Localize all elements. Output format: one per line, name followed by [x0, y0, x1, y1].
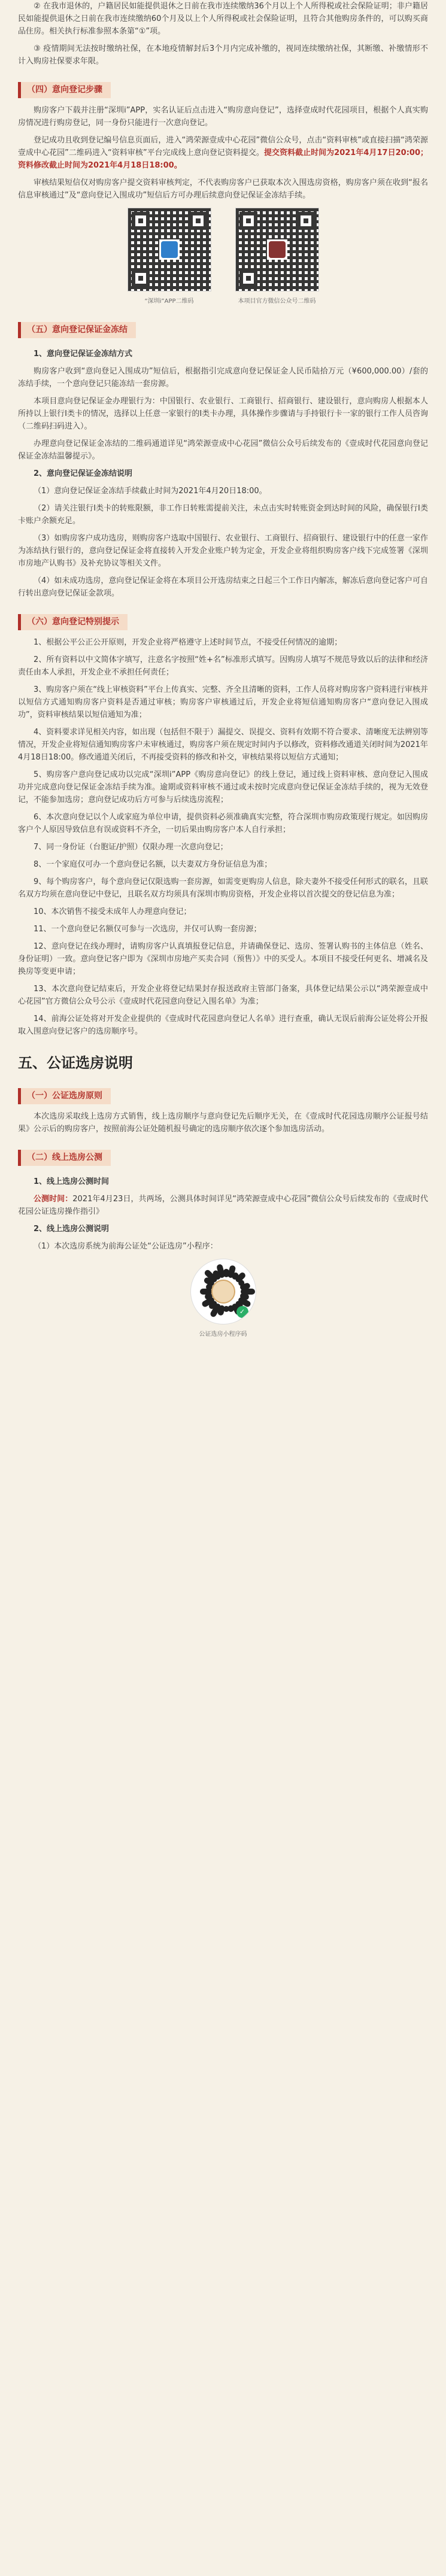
qr-caption: 本项目官方微信公众号二维码	[238, 298, 316, 305]
paragraph: 购房客户收到“意向登记入围成功”短信后，根据指引完成意向登记保证金人民币陆拾万元（¥600,000.00）/套的冻结手续，一个意向登记只能冻结一套房源。	[18, 367, 428, 388]
qr-shenzhen-i-app	[128, 208, 211, 308]
note-item: 8、一个家庭仅可办一个意向登记名额，以夫妻双方身份证信息为准；	[34, 860, 272, 869]
test-time-text: 2021年4月23日，共两场，公测具体时间详见“鸿荣源壹成中心花园”微信公众号后续发布的《壹成时代花园公证选房操作指引》	[18, 1195, 428, 1216]
intro-paragraph: ② 在我市退休的，户籍居民如能提供退休之日前在我市连续缴纳36个月以上个人所得税或社会保险证明；非户籍居民如能提供退休之日前在我市连续缴纳60个月及以上个人所得税或社会保险证明，且符合其他购房条件的，可以购买商品住房。相关执行标准参照本条第“①”项。	[18, 2, 428, 36]
qr-caption: “深圳i”APP二维码	[144, 298, 194, 305]
chapter-title: 五、公证选房说明	[18, 1055, 133, 1071]
notes-list	[18, 636, 428, 1038]
note-item: 13、本次意向登记结束后，开发企业将登记结果封存报送政府主管部门备案，具体登记结果公示以“鸿荣源壹成中心花园”官方微信公众号公示《壹成时代花园意向登记入围名单》为准；	[18, 985, 428, 1006]
paragraph: 审核结果短信仅对购房客户提交资料审核判定，不代表购房客户已获取本次入围选房资格，购房客户须在收到“报名信息审核通过”及“意向登记入围成功”短信后方可办理后续意向登记保证金冻结手续。	[18, 178, 428, 200]
qr-official-account	[235, 208, 319, 308]
note-item: 14、前海公证处将对开发企业提供的《壹成时代花园意向登记人名单》进行查重，确认无误后前海公证处将公开报取入围意向登记客户的选房顺序号。	[18, 1014, 428, 1036]
section-banner-online-test: （二）线上选房公测	[18, 1150, 111, 1166]
paragraph-text: 登记成功且收到登记编号信息页面后，进入“鸿荣源壹成中心花园”微信公众号，点击“资料审核”或直接扫描“鸿荣源壹成中心花园”二维码进入“资料审核”平台完成线上意向登记资料提交。	[18, 136, 428, 157]
paragraph: （1）意向登记保证金冻结手续截止时间为2021年4月20日18:00。	[34, 487, 267, 496]
note-item: 6、本次意向登记以个人或家庭为单位申请，提供资料必须准确真实完整，符合深圳市购房政策现行规定。如因购房客户个人原因导致信息有误或资料不齐全，一切后果由购房客户本人自行承担；	[18, 813, 428, 834]
subheading: 1、意向登记保证金冻结方式	[34, 350, 133, 359]
qr-code-row	[18, 208, 428, 308]
note-item: 2、所有资料以中文简体字填写，注意名字按照“姓+名”标准形式填写。因购房人填写不规范导致以后的法律和经济责任由本人承担，开发企业不承担任何责任；	[18, 655, 428, 677]
note-item: 11、一个意向登记名额仅可参与一次选房，并仅可认购一套房源；	[34, 925, 262, 934]
paragraph: 本次选房采取线上选房方式销售，线上选房顺序与意向登记先后顺序无关，在《壹成时代花园选房顺序公证报号结果》公示后的购房客户，按照前海公证处随机报号确定的选房顺序依次逐个参加选房活动。	[18, 1112, 428, 1134]
note-item: 1、根据公平公正公开原则，开发企业将严格遵守上述时间节点，不接受任何情况的逾期；	[34, 638, 342, 647]
note-item: 12、意向登记在线办理时，请购房客户认真填报登记信息，并请确保登记、选房、签署认购书的主体信息（姓名、身份证明）一致。意向登记客户即为《深圳市房地产买卖合同（预售）》中的买受人。本项目不接受任何更名、增减名及换房等变更申请；	[18, 942, 428, 976]
note-item: 9、每个购房客户，每个意向登记仅限选购一套房源，如需变更购房人信息，除夫妻外不接受任何形式的联名，且联名双方均须在意向登记中登记，且联名双方均须具有深圳市购房资格，开发企业将以首次提交的登记信息为准；	[18, 877, 428, 899]
paragraph: 本项目意向登记保证金办理银行为：中国银行、农业银行、工商银行、招商银行、建设银行，意向购房人根据本人所持以上银行Ⅰ类卡的情况，选择以上任意一家银行的Ⅰ类卡办理，具体操作步骤请与手持银行卡一家的银行工作人员咨询（二维码扫码进入）。	[18, 397, 428, 431]
subheading: 1、线上选房公测时间	[34, 1177, 110, 1186]
note-item: 3、购房客户须在“线上审核资料”平台上传真实、完整、齐全且清晰的资料，工作人员将对购房客户资料进行审核并以短信方式通知购房客户资料是否通过审核；购房客户审核通过后，开发企业将短信通知购房客户“意向登记入围成功”，资料审核结果以短信通知为准；	[18, 685, 428, 719]
note-item: 5、购房客户意向登记成功以完成“深圳i”APP《购房意向登记》的线上登记，通过线上资料审核、意向登记入围成功并完成意向登记保证金冻结手续为准。逾期或资料审核不通过或未按时完成意向登记保证金冻结手续的，视为无效登记，不能参加选房；意向登记成功后方可参与后续选房流程；	[18, 770, 428, 804]
note-item: 7、同一身份证（台胞证/护照）仅限办理一次意向登记；	[34, 843, 228, 852]
section-banner-deposit-freeze: （五）意向登记保证金冻结	[18, 322, 136, 338]
section-banner-special-notes: （六）意向登记特别提示	[18, 614, 128, 630]
deadline-text: 提交资料截止时间为2021年4月17日20:00；资料修改截止时间为2021年4月18日18:00。	[18, 148, 428, 170]
mini-program-caption: 公证选房小程序码	[199, 1331, 247, 1338]
test-time-label: 公测时间：	[34, 1195, 73, 1204]
section-banner-registration-steps: （四）意向登记步骤	[18, 82, 111, 98]
code-petal	[223, 1306, 229, 1312]
section-banner-principle: （一）公证选房原则	[18, 1088, 111, 1104]
paragraph	[18, 134, 428, 172]
intro-paragraph: ③ 疫情期间无法按时缴纳社保，在本地疫情解封后3个月内完成补缴的，视同连续缴纳社保，其断缴、补缴情形不计入购房社保要求年限。	[18, 44, 428, 66]
paragraph: （4）如未成功选房，意向登记保证金将在本项目公开选房结束之日起三个工作日内解冻，解冻后意向登记客户可自行转出意向登记保证金款项。	[18, 576, 428, 598]
paragraph: （1）本次选房系统为前海公证处“公证选房”小程序：	[34, 1242, 218, 1251]
mini-program-code-icon: ✓	[190, 1259, 256, 1325]
note-item: 10、本次销售不接受未成年人办理意向登记；	[34, 907, 192, 916]
note-item: 4、资料要求详见相关内容，如出现（包括但不限于）漏提交、误提交、资料有效期不符合要求、清晰度无法辨别等情况，开发企业将短信通知购房客户未审核通过，购房客户须在规定时间内予以修改，资料修改通道关闭时间为2021年4月18日18:00。修改通道关闭后，不再接受资料的修改和补交，审核结果将以短信方式通知；	[18, 728, 428, 762]
qr-code-icon	[235, 208, 319, 291]
qr-code-icon	[128, 208, 211, 291]
paragraph: （2）请关注银行Ⅰ类卡的转账限额，非工作日转账需提前关注，未点击实时转账资金到达时间的风险，确保银行Ⅰ类卡账户余额充足。	[18, 504, 428, 525]
paragraph: （3）如购房客户成功选房，则购房客户选取中国银行、农业银行、工商银行、招商银行、建设银行中的任意一家作为冻结执行银行的，意向登记保证金将直接转入开发企业账户转为定金，开发企业将组织购房客户线下完成签署《深圳市房地产认购书》及补充协议等相关文件。	[18, 534, 428, 568]
subheading: 2、线上选房公测说明	[34, 1225, 110, 1234]
paragraph: 购房客户下载并注册“深圳i”APP，实名认证后点击进入“购房意向登记”，选择壹成时代花园项目，根据个人真实购房情况进行购房登记，同一身份只能进行一次意向登记。	[18, 106, 428, 127]
paragraph	[18, 1193, 428, 1218]
paragraph: 办理意向登记保证金冻结的二维码通道详见“鸿荣源壹成中心花园”微信公众号后续发布的《壹成时代花园意向登记保证金冻结温馨提示》。	[18, 439, 428, 461]
subheading: 2、意向登记保证金冻结说明	[34, 469, 133, 478]
